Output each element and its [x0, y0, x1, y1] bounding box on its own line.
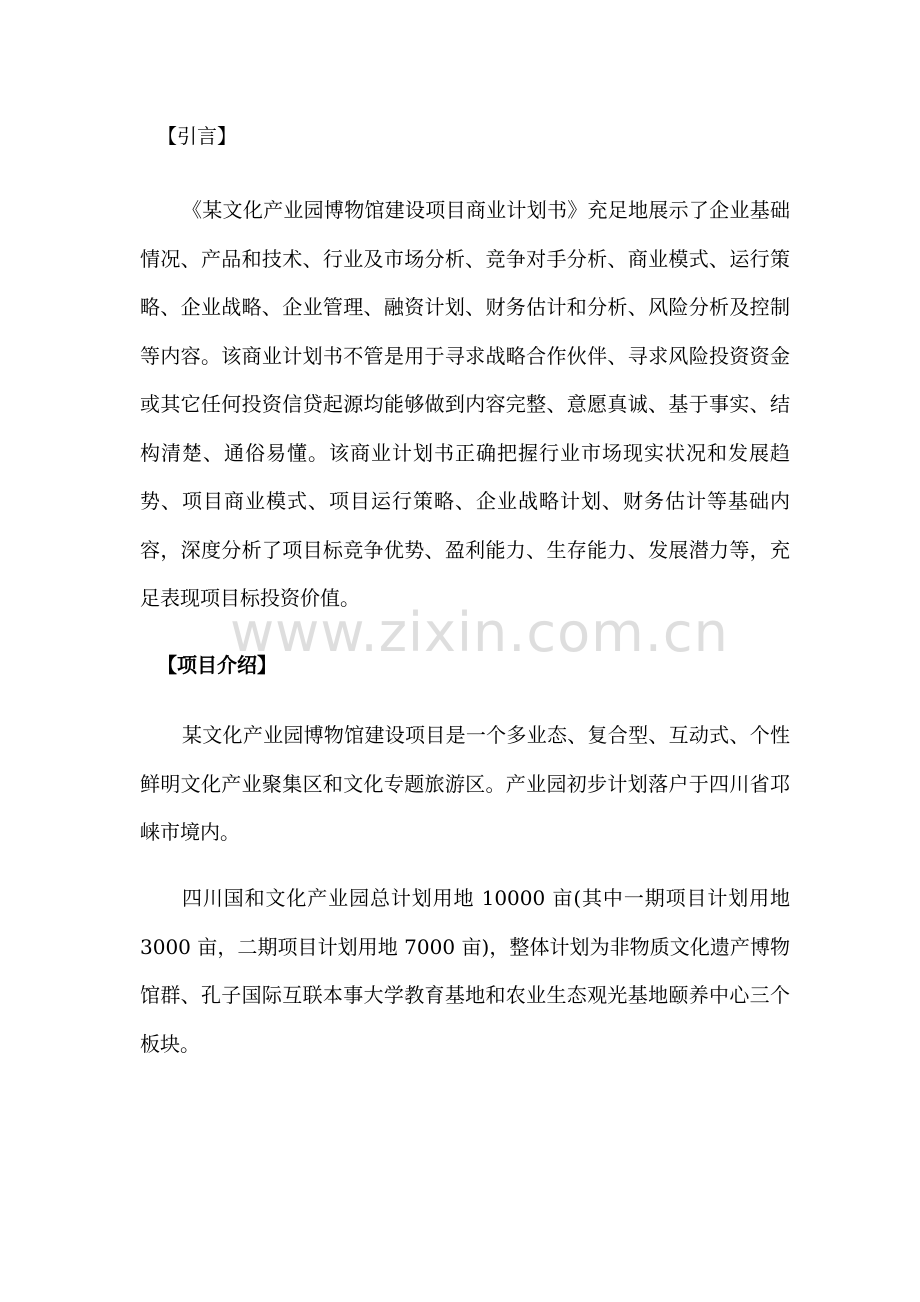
intro-paragraph: 《某文化产业园博物馆建设项目商业计划书》充足地展示了企业基础情况、产品和技术、行业及市场分析、竞争对手分析、商业模式、运行策略、企业战略、企业管理、融资计划、财务估计和分析、风险分析及控制等内容。该商业计划书不管是用于寻求战略合作伙伴、寻求风险投资资金或其它任何投资信贷起源均能够做到内容完整、意愿真诚、基于事实、结构清楚、通俗易懂。该商业计划书正确把握行业市场现实状况和发展趋势、项目商业模式、项目运行策略、企业战略计划、财务估计等基础内容，深度分析了项目标竞争优势、盈利能力、生存能力、发展潜力等，充足表现项目标投资价值。 — [140, 198, 790, 610]
project-heading: 【项目介绍】 — [157, 653, 277, 677]
project-paragraph-1: 某文化产业园博物馆建设项目是一个多业态、复合型、互动式、个性鲜明文化产业聚集区和文化专题旅游区。产业园初步计划落户于四川省邛崃市境内。 — [140, 723, 790, 844]
intro-heading: 【引言】 — [157, 124, 237, 148]
project-paragraph-2: 四川国和文化产业园总计划用地 10000 亩(其中一期项目计划用地 3000 亩，二期项目计划用地 7000 亩)，整体计划为非物质文化遗产博物馆群、孔子国际互联本事大学教育基地和农业生态观光基地颐养中心三个板块。 — [140, 886, 790, 1056]
site-watermark: www.zixin.com.cn — [230, 601, 729, 664]
